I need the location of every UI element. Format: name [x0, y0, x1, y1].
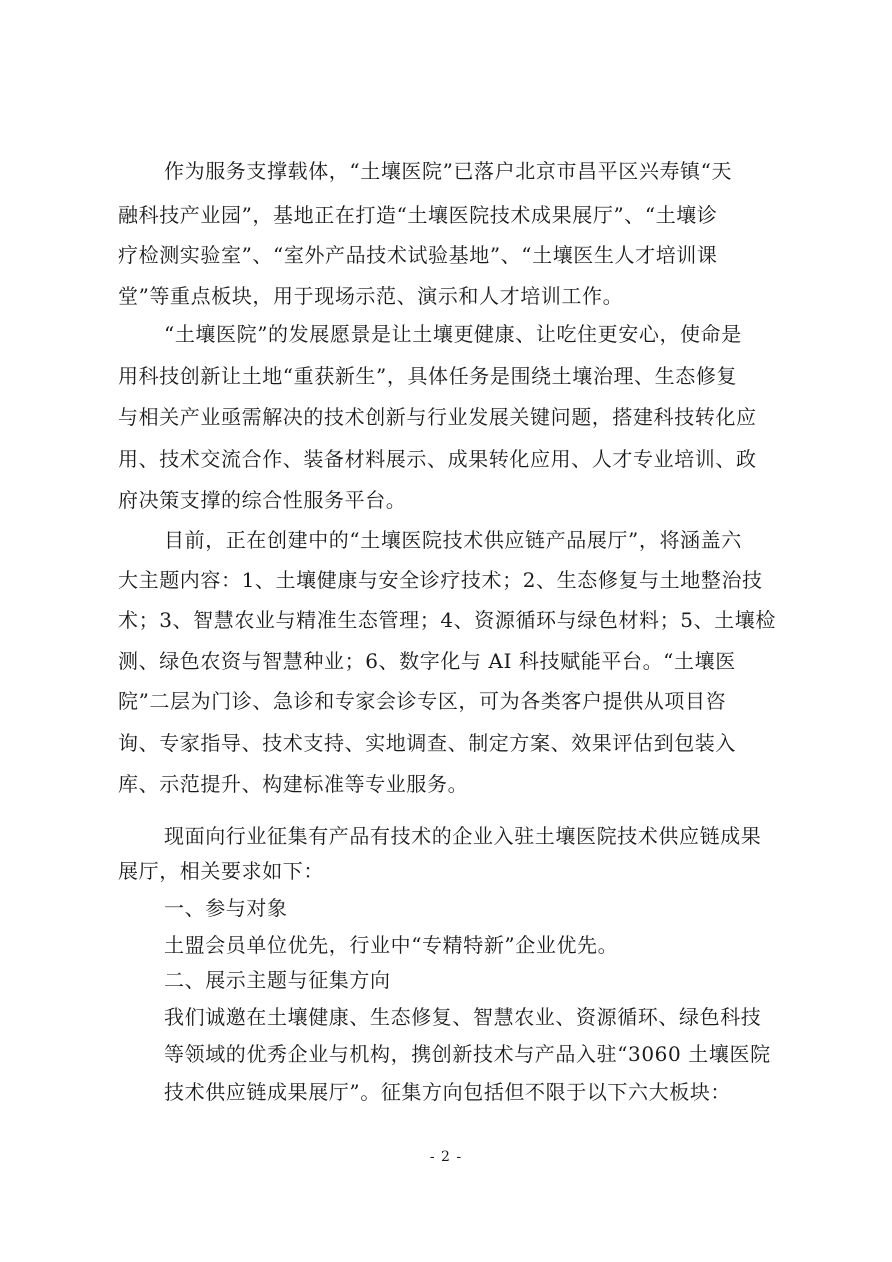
text-line: 与相关产业亟需解决的技术创新与行业发展关键问题，搭建科技转化应 — [118, 405, 757, 429]
page-number: - 2 - — [429, 1149, 463, 1165]
text-line: 目前，正在创建中的“土壤医院技术供应链产品展厅”，将涵盖六 — [164, 528, 742, 552]
text-line: 术；3、智慧农业与精准生态管理；4、资源循环与绿色材料；5、土壤检 — [118, 608, 776, 632]
text-line: 院”二层为门诊、急诊和专家会诊专区，可为各类客户提供从项目咨 — [118, 689, 727, 713]
text-line: 大主题内容：1、土壤健康与安全诊疗技术；2、生态修复与土地整治技 — [118, 568, 763, 592]
text-line: 询、专家指导、技术支持、实地调查、制定方案、效果评估到包装入 — [118, 731, 736, 755]
text-line: 我们诚邀在土壤健康、生态修复、智慧农业、资源循环、绿色科技 — [164, 1005, 762, 1029]
text-line: 府决策支撑的综合性服务平台。 — [118, 488, 407, 512]
text-line: 展厅，相关要求如下： — [118, 859, 324, 883]
text-line: 疗检测实验室”、“室外产品技术试验基地”、“土壤医生人才培训课 — [118, 243, 718, 267]
text-line: 现面向行业征集有产品有技术的企业入驻土壤医院技术供应链成果 — [164, 824, 762, 848]
text-line: 等领域的优秀企业与机构，携创新技术与产品入驻“3060 土壤医院 — [164, 1042, 771, 1066]
text-line: 土盟会员单位优先，行业中“专精特新”企业优先。 — [164, 933, 619, 957]
text-line: 技术供应链成果展厅”。征集方向包括但不限于以下六大板块： — [164, 1080, 732, 1104]
text-line: “土壤医院”的发展愿景是让土壤更健康、让吃住更安心，使命是 — [164, 322, 742, 346]
text-line: 堂”等重点板块，用于现场示范、演示和人才培训工作。 — [118, 284, 624, 308]
text-line: 库、示范提升、构建标准等专业服务。 — [118, 772, 469, 796]
section-heading: 一、参与对象 — [164, 896, 288, 920]
text-line: 作为服务支撑载体，“土壤医院”已落户北京市昌平区兴寿镇“天 — [164, 159, 733, 183]
text-line: 融科技产业园”，基地正在打造“土壤医院技术成果展厅”、“土壤诊 — [118, 203, 718, 227]
text-line: 用科技创新让土地“重获新生”，具体任务是围绕土壤治理、生态修复 — [118, 364, 738, 388]
section-heading: 二、展示主题与征集方向 — [164, 968, 391, 992]
text-line: 用、技术交流合作、装备材料展示、成果转化应用、人才专业培训、政 — [118, 447, 757, 471]
text-line: 测、绿色农资与智慧种业；6、数字化与 AI 科技赋能平台。“土壤医 — [118, 649, 736, 673]
